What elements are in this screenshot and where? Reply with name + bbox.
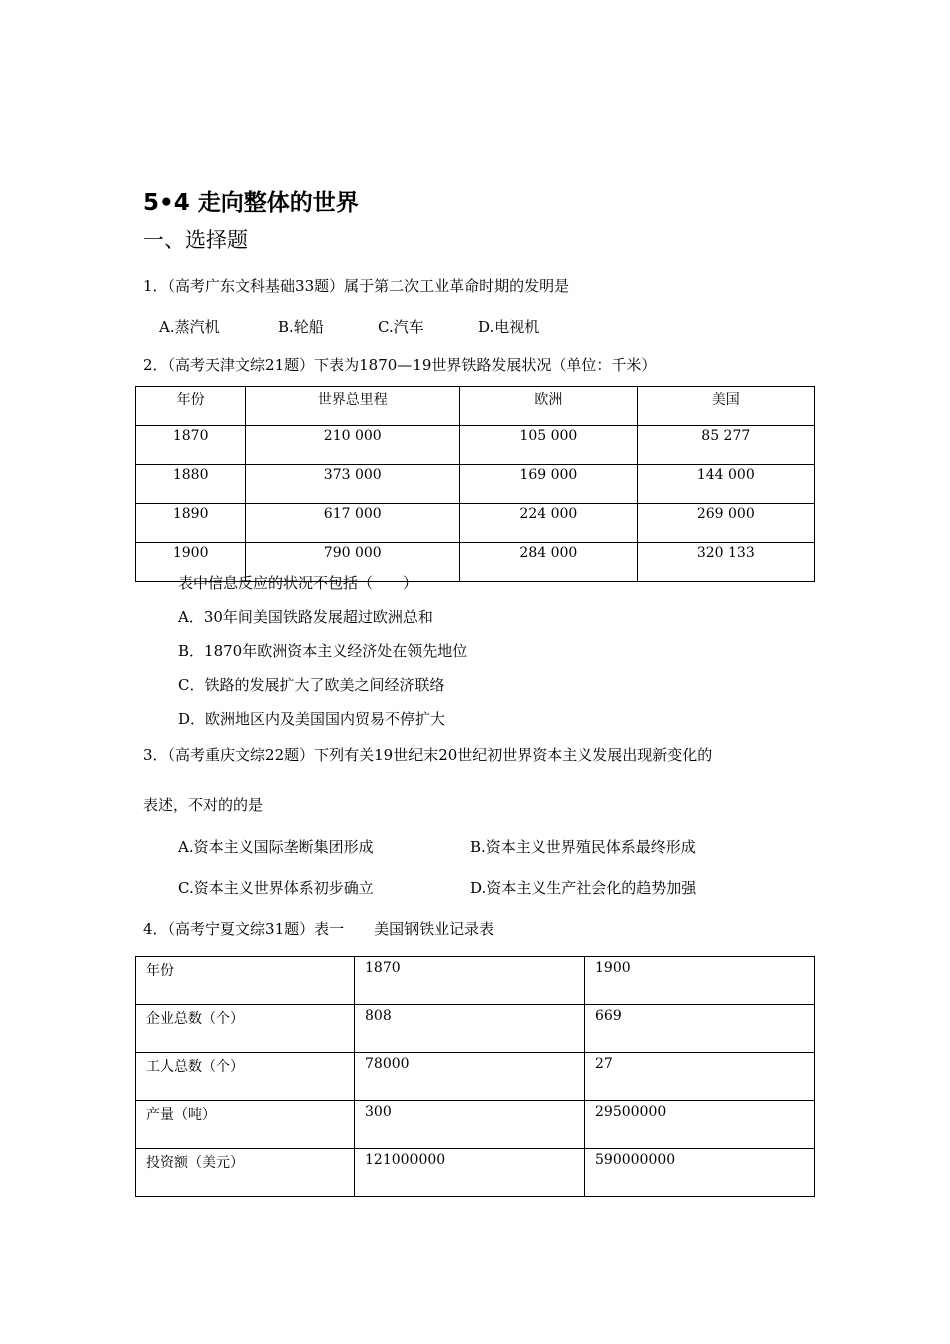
table-cell: 669 xyxy=(585,1005,815,1053)
table-header-cell: 年份 xyxy=(136,387,246,426)
table-row xyxy=(136,504,815,543)
table-cell: 169 000 xyxy=(460,465,637,504)
railway-table xyxy=(135,386,815,582)
table-cell: 1870 xyxy=(355,957,585,1005)
question-3-stem: 3．（高考重庆文综22题）下列有关19世纪末20世纪初世界资本主义发展出现新变化的 xyxy=(143,746,713,764)
question-3-stem-continued: 表述，不对的的是 xyxy=(143,796,264,814)
steel-industry-table xyxy=(135,956,815,1197)
table-row xyxy=(136,1149,815,1197)
question-4-stem: 4．（高考宁夏文综31题）表一 美国钢铁业记录表 xyxy=(143,920,495,938)
table-cell: 85 277 xyxy=(637,426,814,465)
question-2-option-d: D．欧洲地区内及美国国内贸易不停扩大 xyxy=(178,710,446,728)
question-3-option-a: A.资本主义国际垄断集团形成 xyxy=(178,838,374,856)
table-cell: 144 000 xyxy=(637,465,814,504)
table-row xyxy=(136,1005,815,1053)
table-cell: 269 000 xyxy=(637,504,814,543)
question-1-option-b: B.轮船 xyxy=(278,318,324,336)
table-row xyxy=(136,1101,815,1149)
question-2-option-a: A．30年间美国铁路发展超过欧洲总和 xyxy=(178,608,433,626)
table-cell: 210 000 xyxy=(246,426,460,465)
table-cell: 300 xyxy=(355,1101,585,1149)
table-cell: 1900 xyxy=(136,543,246,582)
table-cell: 工人总数（个） xyxy=(136,1053,355,1101)
table-cell: 投资额（美元） xyxy=(136,1149,355,1197)
table-cell: 284 000 xyxy=(460,543,637,582)
table-cell: 320 133 xyxy=(637,543,814,582)
table-header-cell: 美国 xyxy=(637,387,814,426)
table-cell: 617 000 xyxy=(246,504,460,543)
table-row xyxy=(136,426,815,465)
question-3-option-c: C.资本主义世界体系初步确立 xyxy=(178,879,374,897)
table-row xyxy=(136,957,815,1005)
table-header-cell: 欧洲 xyxy=(460,387,637,426)
question-2-prompt: 表中信息反应的状况不包括（ ） xyxy=(178,574,419,592)
page-title: 5•4 走向整体的世界 xyxy=(143,190,359,216)
table-cell: 373 000 xyxy=(246,465,460,504)
table-header-row xyxy=(136,387,815,426)
question-1-option-c: C.汽车 xyxy=(378,318,424,336)
table-cell: 790 000 xyxy=(246,543,460,582)
table-cell: 1880 xyxy=(136,465,246,504)
table-cell: 27 xyxy=(585,1053,815,1101)
table-row xyxy=(136,465,815,504)
question-2-option-b: B．1870年欧洲资本主义经济处在领先地位 xyxy=(178,642,468,660)
section-heading: 一、选择题 xyxy=(143,228,248,252)
table-header-cell: 世界总里程 xyxy=(246,387,460,426)
table-row xyxy=(136,1053,815,1101)
question-1-option-a: A.蒸汽机 xyxy=(159,318,220,336)
table-cell: 1900 xyxy=(585,957,815,1005)
table-cell: 产量（吨） xyxy=(136,1101,355,1149)
table-cell: 1890 xyxy=(136,504,246,543)
question-2-stem: 2．（高考天津文综21题）下表为1870—19世界铁路发展状况（单位：千米） xyxy=(143,356,657,374)
question-2-option-c: C．铁路的发展扩大了欧美之间经济联络 xyxy=(178,676,445,694)
table-cell: 29500000 xyxy=(585,1101,815,1149)
table-cell: 590000000 xyxy=(585,1149,815,1197)
question-3-option-b: B.资本主义世界殖民体系最终形成 xyxy=(470,838,696,856)
table-cell: 224 000 xyxy=(460,504,637,543)
table-cell: 808 xyxy=(355,1005,585,1053)
table-cell: 1870 xyxy=(136,426,246,465)
table-cell: 105 000 xyxy=(460,426,637,465)
table-cell: 121000000 xyxy=(355,1149,585,1197)
question-1-option-d: D.电视机 xyxy=(478,318,540,336)
question-3-option-d: D.资本主义生产社会化的趋势加强 xyxy=(470,879,697,897)
table-cell: 企业总数（个） xyxy=(136,1005,355,1053)
table-cell: 年份 xyxy=(136,957,355,1005)
question-1-stem: 1．（高考广东文科基础33题）属于第二次工业革命时期的发明是 xyxy=(143,277,570,295)
table-cell: 78000 xyxy=(355,1053,585,1101)
